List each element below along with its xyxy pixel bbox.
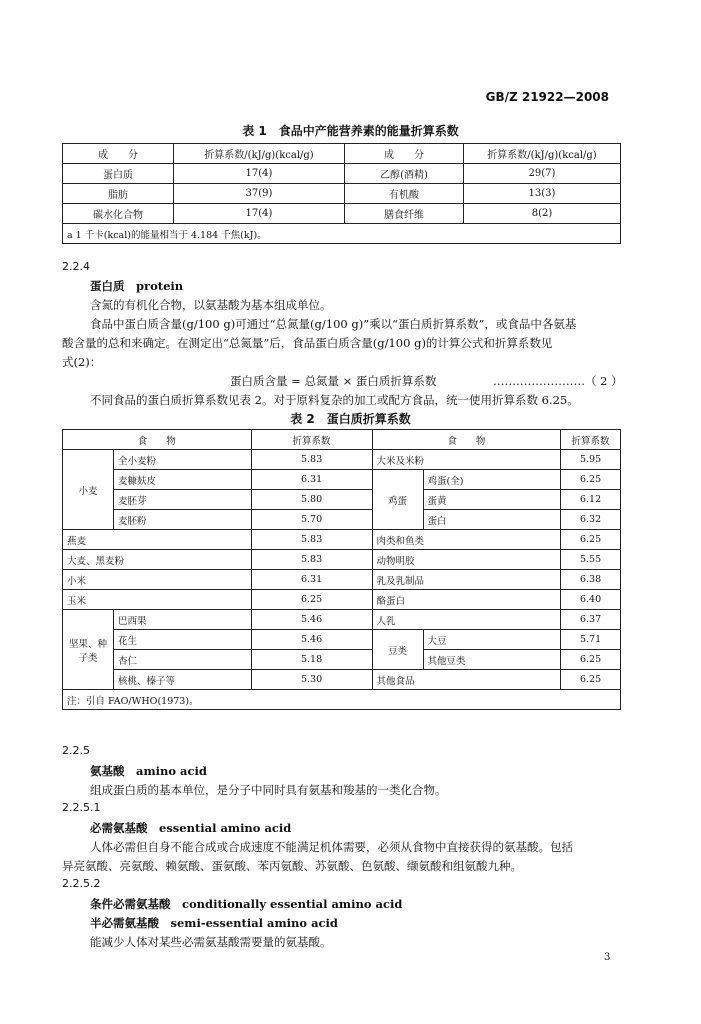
table-row <box>63 450 621 470</box>
table-row <box>63 490 621 510</box>
table-cell: 6.40 <box>561 590 621 610</box>
table-cell: 37(9) <box>174 184 345 204</box>
table-cell: 5.83 <box>251 450 372 470</box>
section-number: 2.2.5.1 <box>62 801 101 814</box>
group-label: 鸡蛋 <box>372 470 423 530</box>
table-cell: 5.30 <box>251 670 372 690</box>
paragraph: 食品中蛋白质含量(g/100 g)可通过“总氮量(g/100 g)”乘以“蛋白质折算系数”，或食品中各氨基 <box>90 317 577 331</box>
table-cell: 麦糠麸皮 <box>114 470 252 490</box>
table-cell: 5.83 <box>251 550 372 570</box>
table-cell: 乳及乳制品 <box>372 570 561 590</box>
table-cell: 杏仁 <box>114 650 252 670</box>
table-cell: 动物明胶 <box>372 550 561 570</box>
table-cell: 大豆 <box>423 630 561 650</box>
group-label: 坚果、种子类 <box>63 610 114 690</box>
paragraph: 式(2)： <box>62 355 102 369</box>
table-cell: 5.18 <box>251 650 372 670</box>
table-header-cell: 折算系数/(kJ/g)(kcal/g) <box>174 144 345 164</box>
term-title: 条件必需氨基酸 conditionally essential amino acid <box>90 897 403 911</box>
table-row <box>63 610 621 630</box>
table-header-row <box>63 430 621 450</box>
table-header-cell: 折算系数 <box>561 430 621 450</box>
table-row <box>63 670 621 690</box>
table-cell: 玉米 <box>63 590 252 610</box>
table2-note: 注：引自 FAO/WHO(1973)。 <box>63 690 621 710</box>
table-cell: 5.80 <box>251 490 372 510</box>
table-cell: 6.31 <box>251 570 372 590</box>
table-cell: 巴西果 <box>114 610 252 630</box>
table-cell: 有机酸 <box>345 184 464 204</box>
table1-footnote: a 1 千卡(kcal)的能量相当于 4.184 千焦(kJ)。 <box>63 224 621 244</box>
table-cell: 17(4) <box>174 204 345 224</box>
table-footnote-row <box>63 690 621 710</box>
table-cell: 鸡蛋(全) <box>423 470 561 490</box>
table-row <box>63 630 621 650</box>
table-cell: 6.12 <box>561 490 621 510</box>
table-row <box>63 650 621 670</box>
standard-number: GB/Z 21922—2008 <box>485 90 609 104</box>
table-cell: 大麦、黑麦粉 <box>63 550 252 570</box>
definition: 人体必需但自身不能合成或合成速度不能满足机体需要，必须从食物中直接获得的氨基酸。包括 <box>90 840 573 854</box>
table-row <box>63 164 621 184</box>
table-cell: 脂肪 <box>63 184 174 204</box>
table-cell: 碳水化合物 <box>63 204 174 224</box>
table-cell: 人乳 <box>372 610 561 630</box>
table1 <box>62 143 621 244</box>
table-cell: 小米 <box>63 570 252 590</box>
table2 <box>62 429 621 710</box>
table-row <box>63 550 621 570</box>
table-cell: 13(3) <box>464 184 621 204</box>
table-cell: 乙醇(酒精) <box>345 164 464 184</box>
table-header-cell: 折算系数 <box>251 430 372 450</box>
paragraph: 不同食品的蛋白质折算系数见表 2。对于原料复杂的加工或配方食品，统一使用折算系数 6.25。 <box>90 393 579 407</box>
table-cell: 酪蛋白 <box>372 590 561 610</box>
table-cell: 6.32 <box>561 510 621 530</box>
table-row <box>63 184 621 204</box>
table-cell: 5.46 <box>251 630 372 650</box>
term-title: 半必需氨基酸 semi-essential amino acid <box>90 916 338 930</box>
section-number: 2.2.4 <box>62 260 90 273</box>
table-cell: 5.83 <box>251 530 372 550</box>
table-cell: 5.55 <box>561 550 621 570</box>
table-row <box>63 530 621 550</box>
table-cell: 6.25 <box>251 590 372 610</box>
table-cell: 膳食纤维 <box>345 204 464 224</box>
table-row <box>63 570 621 590</box>
table-cell: 5.46 <box>251 610 372 630</box>
table-row <box>63 510 621 530</box>
table-cell: 花生 <box>114 630 252 650</box>
table-cell: 29(7) <box>464 164 621 184</box>
table-cell: 蛋黄 <box>423 490 561 510</box>
table-header-cell: 成 分 <box>345 144 464 164</box>
table-cell: 6.37 <box>561 610 621 630</box>
table-row <box>63 204 621 224</box>
table-cell: 肉类和鱼类 <box>372 530 561 550</box>
table-cell: 其他食品 <box>372 670 561 690</box>
term-title: 蛋白质 protein <box>90 279 184 293</box>
table-cell: 蛋白 <box>423 510 561 530</box>
table-cell: 6.38 <box>561 570 621 590</box>
table-cell: 燕麦 <box>63 530 252 550</box>
group-label: 豆类 <box>372 630 423 670</box>
term-title: 氨基酸 amino acid <box>90 764 207 778</box>
definition: 异亮氨酸、亮氨酸、赖氨酸、蛋氨酸、苯丙氨酸、苏氨酸、色氨酸、缬氨酸和组氨酸九种。 <box>62 859 522 873</box>
table-header-row <box>63 144 621 164</box>
table-cell: 6.31 <box>251 470 372 490</box>
table-cell: 蛋白质 <box>63 164 174 184</box>
table-cell: 6.25 <box>561 470 621 490</box>
table1-caption: 表 1 食品中产能营养素的能量折算系数 <box>242 124 459 138</box>
table-cell: 全小麦粉 <box>114 450 252 470</box>
table-cell: 17(4) <box>174 164 345 184</box>
table-header-cell: 折算系数/(kJ/g)(kcal/g) <box>464 144 621 164</box>
table-cell: 5.71 <box>561 630 621 650</box>
table-cell: 其他豆类 <box>423 650 561 670</box>
page-number: 3 <box>604 952 611 963</box>
table-header-cell: 食 物 <box>372 430 561 450</box>
definition: 含氮的有机化合物，以氨基酸为基本组成单位。 <box>90 298 332 312</box>
paragraph: 酸含量的总和来确定。在测定出“总氮量”后，食品蛋白质含量(g/100 g)的计算公式和折算系数见 <box>62 336 553 350</box>
section-number: 2.2.5 <box>62 744 90 757</box>
table-footnote-row <box>63 224 621 244</box>
section-number: 2.2.5.2 <box>62 877 101 890</box>
table-cell: 麦胚粉 <box>114 510 252 530</box>
table-cell: 8(2) <box>464 204 621 224</box>
table-row <box>63 470 621 490</box>
table-cell: 5.95 <box>561 450 621 470</box>
table-cell: 麦胚芽 <box>114 490 252 510</box>
formula-number: ……………………（ 2 ） <box>493 374 623 388</box>
table-cell: 6.25 <box>561 670 621 690</box>
table-header-cell: 食 物 <box>63 430 252 450</box>
definition: 能减少人体对某些必需氨基酸需要量的氨基酸。 <box>90 935 332 949</box>
term-title: 必需氨基酸 essential amino acid <box>90 821 292 835</box>
table-row <box>63 590 621 610</box>
definition: 组成蛋白质的基本单位，是分子中同时具有氨基和羧基的一类化合物。 <box>90 783 447 797</box>
group-label: 小麦 <box>63 450 114 530</box>
table-cell: 6.25 <box>561 650 621 670</box>
formula: 蛋白质含量 = 总氮量 × 蛋白质折算系数 <box>230 374 437 388</box>
table-cell: 5.70 <box>251 510 372 530</box>
table2-caption: 表 2 蛋白质折算系数 <box>290 412 411 426</box>
table-cell: 核桃、榛子等 <box>114 670 252 690</box>
table-cell: 大米及米粉 <box>372 450 561 470</box>
table-header-cell: 成 分 <box>63 144 174 164</box>
table-cell: 6.25 <box>561 530 621 550</box>
